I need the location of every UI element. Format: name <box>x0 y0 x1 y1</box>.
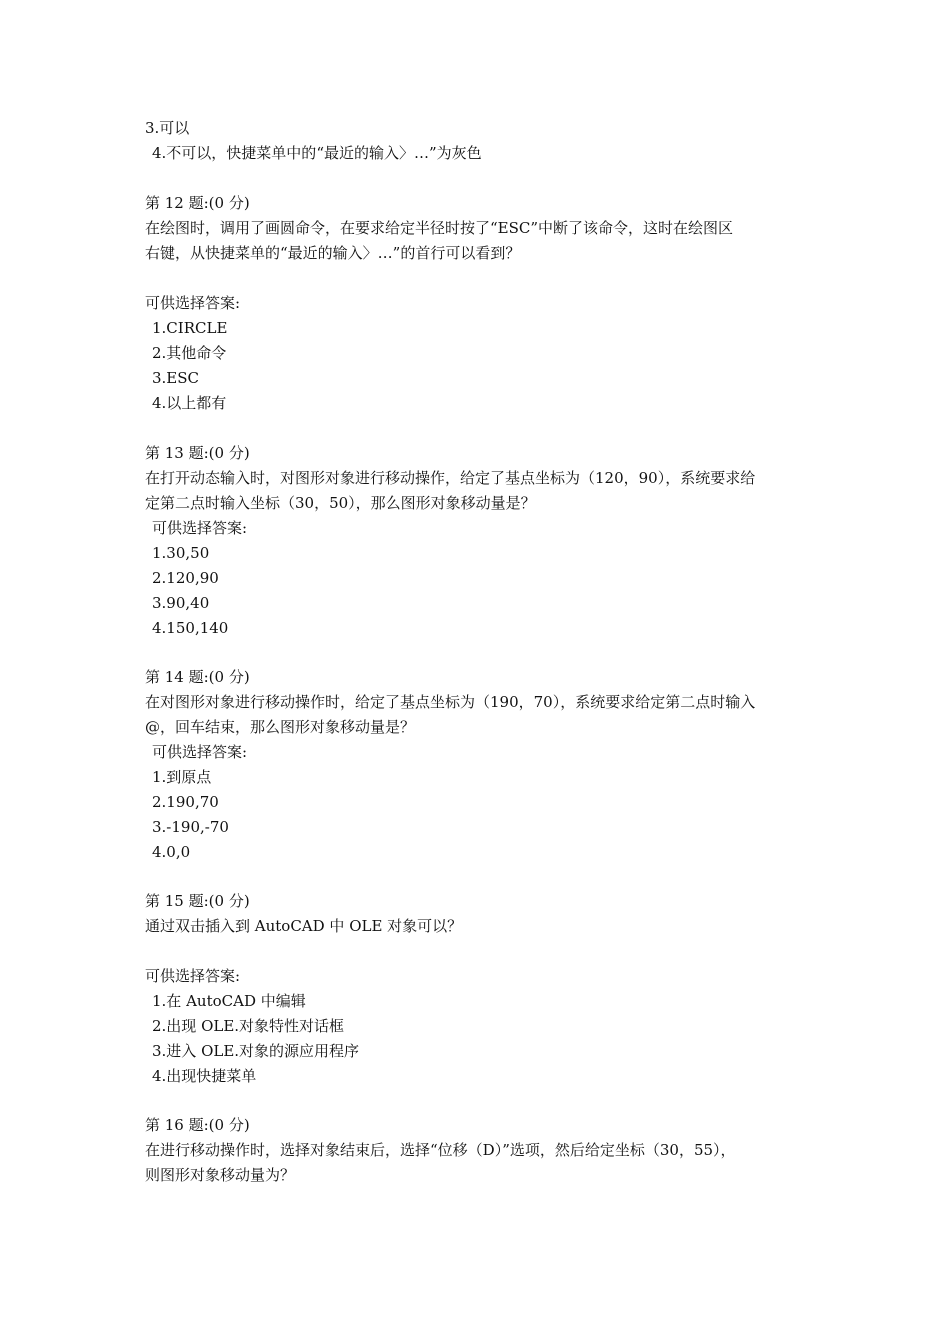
q14-heading: 第 14 题:(0 分) <box>145 668 250 686</box>
q12-heading: 第 12 题:(0 分) <box>145 194 250 212</box>
q16-text-line-2: 则图形对象移动量为？ <box>145 1166 296 1184</box>
q12-option-2: 2.其他命令 <box>152 344 227 362</box>
q12-option-3: 3.ESC <box>152 369 200 387</box>
q14-option-4: 4.0,0 <box>152 843 191 861</box>
q16-heading: 第 16 题:(0 分) <box>145 1116 250 1134</box>
q15-option-2: 2.出现 OLE.对象特性对话框 <box>152 1017 345 1035</box>
q14-answers-label: 可供选择答案: <box>152 743 248 761</box>
q13-heading: 第 13 题:(0 分) <box>145 444 250 462</box>
q14-option-3: 3.-190,-70 <box>152 818 229 836</box>
q12-text-line-2: 右键，从快捷菜单的“最近的输入〉…”的首行可以看到？ <box>145 244 521 262</box>
q13-answers-label: 可供选择答案: <box>152 519 248 537</box>
q15-heading: 第 15 题:(0 分) <box>145 892 250 910</box>
q13-option-3: 3.90,40 <box>152 594 210 612</box>
q14-text-line-2: @，回车结束，那么图形对象移动量是？ <box>145 718 416 736</box>
q12-text-line-1: 在绘图时，调用了画圆命令，在要求给定半径时按了“ESC”中断了该命令，这时在绘图区 <box>145 219 734 237</box>
q12-option-4: 4.以上都有 <box>152 394 227 412</box>
q15-option-3: 3.进入 OLE.对象的源应用程序 <box>152 1042 360 1060</box>
q13-option-4: 4.150,140 <box>152 619 229 637</box>
q15-option-1: 1.在 AutoCAD 中编辑 <box>152 992 306 1010</box>
q13-option-1: 1.30,50 <box>152 544 210 562</box>
q14-option-2: 2.190,70 <box>152 793 219 811</box>
q12-option-1: 1.CIRCLE <box>152 319 228 337</box>
q15-text-line-1: 通过双击插入到 AutoCAD 中 OLE 对象可以？ <box>145 917 463 935</box>
q13-option-2: 2.120,90 <box>152 569 219 587</box>
prev-option-4: 4.不可以，快捷菜单中的“最近的输入〉…”为灰色 <box>152 144 482 162</box>
prev-option-3: 3.可以 <box>145 119 190 137</box>
q16-text-line-1: 在进行移动操作时，选择对象结束后，选择“位移（D）”选项，然后给定坐标（30，55）， <box>145 1141 736 1159</box>
q15-option-4: 4.出现快捷菜单 <box>152 1067 257 1085</box>
q14-option-1: 1.到原点 <box>152 768 212 786</box>
q13-text-line-2: 定第二点时输入坐标（30，50），那么图形对象移动量是？ <box>145 494 536 512</box>
q12-answers-label: 可供选择答案: <box>145 294 241 312</box>
q13-text-line-1: 在打开动态输入时，对图形对象进行移动操作，给定了基点坐标为（120，90），系统要求给 <box>145 469 756 487</box>
q15-answers-label: 可供选择答案: <box>145 967 241 985</box>
q14-text-line-1: 在对图形对象进行移动操作时，给定了基点坐标为（190，70），系统要求给定第二点时输入 <box>145 693 756 711</box>
